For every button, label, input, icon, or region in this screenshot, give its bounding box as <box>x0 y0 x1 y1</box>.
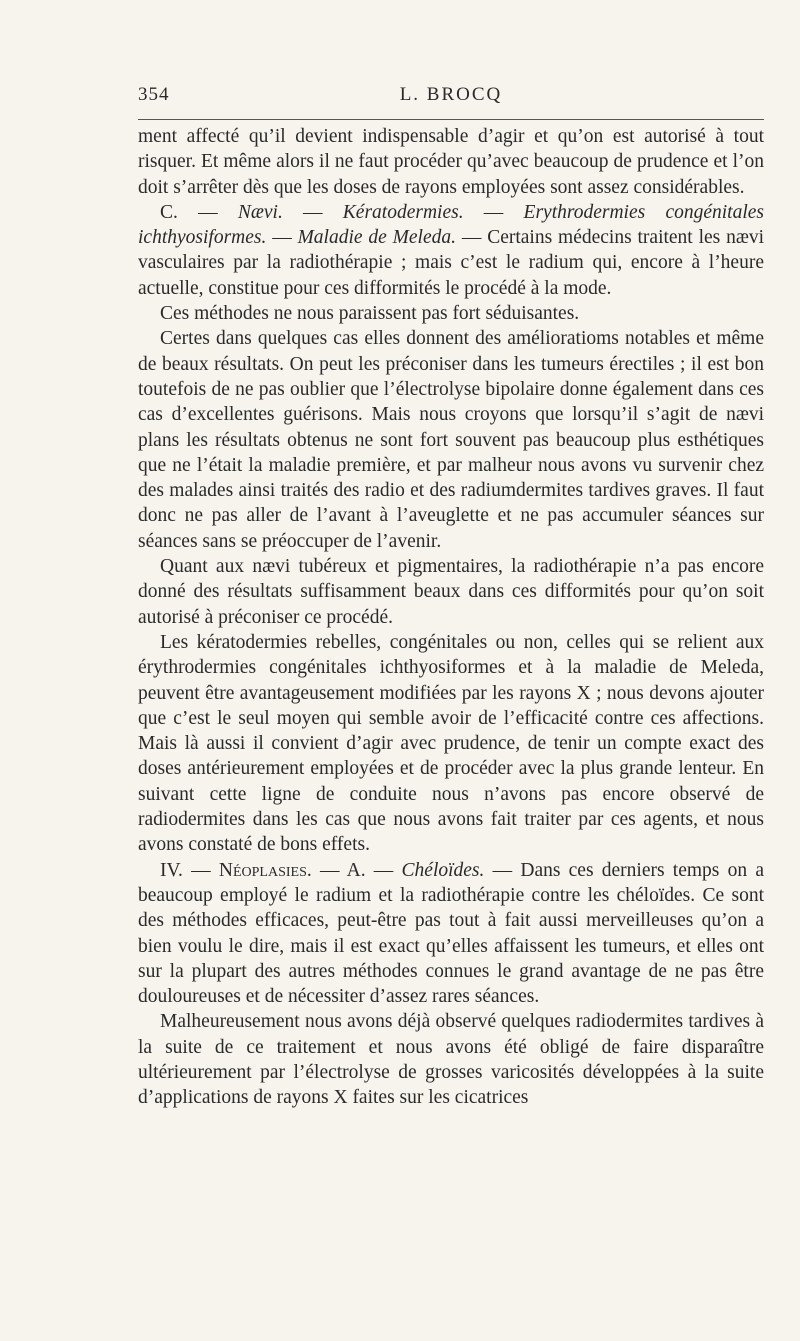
paragraph-5: Quant aux nævi tubéreux et pigmentaires, la radiothérapie n’a pas encore donné des résultats suffisamment beaux dans ces difformités pour qu’on soit autorisé à préconiser ce procédé. <box>138 556 764 628</box>
heading-naevi: Nævi. <box>237 201 283 223</box>
section-lead: C. — <box>160 201 238 223</box>
paragraph-2: C. — Nævi. — Kératodermies. — Erythrodermies congénitales ichthyosiformes. — Maladie de Meleda. — Certains médecins traitent les nævi vasculaires par la radiothérapie ; mais c’est le radium qui, encore à l’heure actuelle, constitue pour ces difformités le procédé à la mode. <box>138 201 765 299</box>
paragraph-1: ment affecté qu’il devient indispensable d’agir et qu’on est autorisé à tout risquer. Et même alors il ne faut procéder qu’avec beaucoup de prudence et l’on doit s’arrêter dès que les doses de rayons employées sont assez considérables. <box>138 126 764 198</box>
heading-maladie-meleda: Maladie de Meleda. <box>297 227 456 249</box>
paragraph-3: Ces méthodes ne nous paraissent pas fort séduisantes. <box>160 303 580 325</box>
page-header <box>138 84 764 110</box>
section-lead-iv: IV. — <box>160 859 219 881</box>
paragraph-6: Les kératodermies rebelles, congénitales ou non, celles qui se relient aux érythrodermies congénitales ichthyosiformes et à la maladie de Meleda, peuvent être avantageusement modifiées par les rayons X ; nous devons ajouter que c’est le seul moyen qui semble avoir de l’efficacité contre ces affections. Mais là aussi il convient d’agir avec prudence, de tenir un compte exact des doses antérieurement employées et de procéder avec la plus grande lenteur. En suivant cette ligne de conduite nous n’avons pas encore observé de radiodermites dans les cas que nous avons fait traiter par ces agents, et nous avons constaté de bons effets. <box>138 631 764 856</box>
paragraph-4: Certes dans quelques cas elles donnent des amélioratioms notables et même de beaux résultats. On peut les préconiser dans les tumeurs érectiles ; il est bon toutefois de ne pas oublier que l’électrolyse bipolaire donne également dans ces cas d’excellentes guérisons. Mais nous croyons que lorsqu’il s’agit de nævi plans les résultats obtenus ne sont fort souvent pas beaucoup plus esthétiques que ne l’était la maladie première, et par malheur nous avons vu survenir chez des malades ainsi traités des radio et des radiumdermites tardives graves. Il faut donc ne pas aller de l’avant à l’aveuglette et ne pas accumuler séances sur séances sans se préoccuper de l’avenir. <box>138 328 764 552</box>
heading-cheloides: Chéloïdes. <box>401 859 485 881</box>
paragraph-8: Malheureusement nous avons déjà observé quelques radiodermites tardives à la suite de ce traitement et nous avons été obligé de faire disparaître ultérieurement par l’électrolyse de grosses varicosités développées à la suite d’applications de rayons X faites sur les cicatrices <box>138 1011 764 1109</box>
heading-erythrodermies: Erythrodermies congénitales ichthyosiformes. <box>138 201 765 249</box>
page-number: 354 <box>138 84 170 105</box>
running-head: L. BROCQ <box>399 84 503 105</box>
body-text <box>138 124 764 1111</box>
heading-neoplasies: Néoplasies. <box>218 859 312 881</box>
header-rule <box>138 119 764 120</box>
paragraph-7: IV. — Néoplasies. — A. — Chéloïdes. — Dans ces derniers temps on a beaucoup employé le radium et la radiothérapie contre les chéloïdes. Ce sont des méthodes efficaces, peut-être pas tout à fait aussi merveilleuses qu’on a bien voulu le dire, mais il est exact qu’elles affaissent les tumeurs, et elles ont sur la plupart des autres méthodes connues le grand avantage de ne pas être douloureuses et de nécessiter d’assez rares séances. <box>138 859 764 1008</box>
heading-keratodermies: Kératodermies. <box>342 201 464 223</box>
